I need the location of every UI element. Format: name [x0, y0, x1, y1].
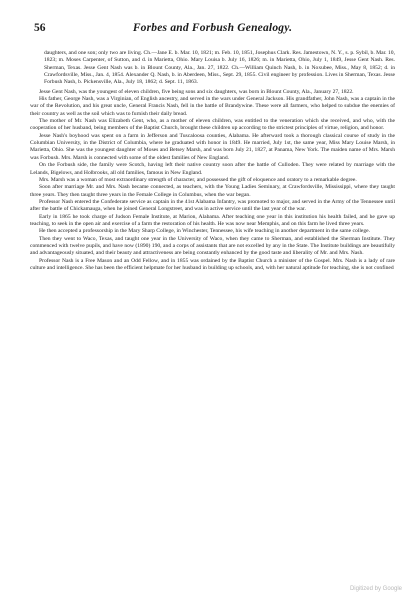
body-paragraph: His father, George Nash, was a Virginian, of English ancestry, and served in the wars under General Jackson. His grandfather, John Nash, was a captain in the war of the Revolution, and his great uncle, General Francis Nash, fell in the battle of Brandywine. These were all farmers, who helped to subdue the enemies of their country as well as the soil which was to furnish their daily bread.	[30, 96, 395, 117]
body-paragraph: Early in 1865 he took charge of Judson Female Institute, at Marion, Alabama. After teaching one year in this institution his health failed, and he gave up teaching, to seek in the open air and exercise of a farm the restoration of his health. He was now near Memphis, and on this farm he lived three years.	[30, 213, 395, 227]
body-paragraph: Jesse Nash's boyhood was spent on a farm in Jefferson and Tuscaloosa counties, Alabama. He afterward took a thorough classical course of study in the Columbian University, in the District of Columbia, where he graduated with honor in 1849. He married, July 1st, the same year, Miss Mary Louise Marsh, in Marietta, Ohio. She was the youngest daughter of Moses and Betsey Marsh, and was born July 21, 1827, at Panama, New York. The maiden name of Mrs. Marsh was Forbush. Mrs. Marsh is connected with some of the oldest families of New England.	[30, 132, 395, 161]
body-paragraph: Mrs. Marsh was a woman of most extraordinary strength of character, and possessed the gift of eloquence and oratory to a remarkable degree.	[39, 176, 357, 183]
body-paragraph: Then they went to Waco, Texas, and taught one year in the University of Waco, when they came to Sherman, and established the Sherman Institute. They commenced with twelve pupils, and have now (1890) 190, and a corps of assistants that are not excelled by any in the State. The Institute buildings are beautifully and advantageously situated, and their beauty and attractiveness are being constantly enhanced by the good taste and liberality of Mr. and Mrs. Nash.	[30, 235, 395, 257]
page-header	[30, 22, 395, 40]
body-paragraph: Jesse Gent Nash, was the youngest of eleven children, five being sons and six daughters, was born in Blount County, Ala., January 27, 1822.	[39, 88, 354, 95]
body-paragraph: The mother of Mr. Nash was Elizabeth Gent, who, as a mother of eleven children, was entitled to the veneration which she received, and who, with the cooperation of her husband, being members of the Baptist Church, brought these children up according to the strictest principles of virtue, religion, and honor.	[30, 118, 395, 132]
body-paragraph: He then accepted a professorship in the Mary Sharp College, in Winchester, Tennessee, his wife teaching in another department in the same college.	[39, 228, 371, 235]
body-paragraph: Professor Nash is a Free Mason and an Odd Fellow, and in 1855 was ordained by the Baptist Church a minister of the Gospel. Mrs. Nash is a lady of rare culture and intelligence. She has been the efficient helpmate for her husband in building up schools, and, with her natural aptitude for teaching, she is not confined	[30, 257, 395, 271]
page-number: 56	[34, 22, 46, 34]
running-title: Forbes and Forbush Genealogy.	[132, 22, 293, 34]
book-page	[30, 22, 395, 582]
children-list-paragraph: daughters, and one son; only two are living. Ch.—Jane E. b. Mar. 10, 1821; m. Feb. 10, 1851, Josephus Clark. Res. Jamestown, N. Y., s. p. Sybil, b. Mar. 10, 1823; m. Moses Carpenter, of Sutton, and d. in Marietta, Ohio. Mary Louisa b. July 16, 1826; m. in Marietta, Ohio, July 1, 1849, Jesse Gent Nash. Res. Sherman, Texas. Jesse Gent Nash was b. in Blount County, Ala., Jan. 27, 1822. Ch.—William Quinch Nash, b. in Noxubee, Miss., May 8, 1852; d. in Crawfordsville, Miss., Jan. 4, 1854. Alexander Q. Nash, b. in Aberdeen, Miss., Sept. 29, 1855. Civil engineer by profession. Lives in Sherman, Texas. Jesse Forbush Nash, b. Pickensville, Ala., July 18, 1862; d. Sept. 11, 1863.	[44, 50, 395, 86]
body-paragraph: Professor Nash entered the Confederate service as captain in the 41st Alabama Infantry, was promoted to major, and served in the Army of the Tennessee until after the battle of Chickamauga, when he joined General Longstreet, and was in active service until the last year of the war.	[30, 198, 395, 213]
body-paragraph: Soon after marriage Mr. and Mrs. Nash became connected, as teachers, with the Young Ladies Seminary, at Crawfordsville, Mississippi, where they taught three years. They then taught three years in the Female College in Columbus, when the war began.	[30, 184, 395, 198]
body-paragraph: On the Forbush side, the family were Scotch, having left their native country soon after the battle of Culloden. They were related by marriage with the Lelands, Bigelows, and Holbrooks, all old families, famous in New England.	[30, 162, 395, 176]
page-body	[30, 50, 395, 272]
digitized-watermark: Digitized by Google	[349, 586, 402, 592]
